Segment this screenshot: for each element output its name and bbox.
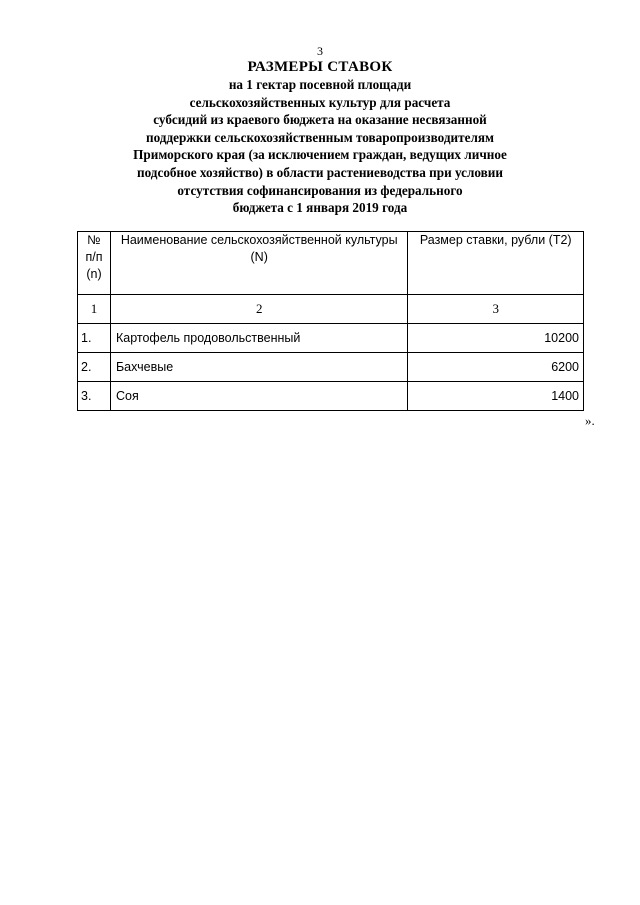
title-line: сельскохозяйственных культур для расчета bbox=[189, 94, 451, 110]
column-index: 1 bbox=[78, 295, 111, 324]
column-index-row bbox=[78, 295, 584, 324]
crop-name: Картофель продовольственный bbox=[110, 324, 407, 353]
title-line: на 1 гектар посевной площади bbox=[228, 77, 412, 92]
rate-value: 1400 bbox=[408, 382, 584, 411]
closing-quote: ». bbox=[585, 413, 595, 428]
title-line: подсобное хозяйство) в области растениеводства при условии bbox=[137, 164, 503, 180]
row-number: 1. bbox=[78, 324, 111, 353]
header-number: № п/п (n) bbox=[78, 232, 111, 295]
header-rate: Размер ставки, рубли (T2) bbox=[408, 232, 584, 295]
title-main: РАЗМЕРЫ СТАВОК bbox=[247, 59, 393, 75]
title-line: Приморского края (за исключением граждан, ведущих личное bbox=[133, 147, 507, 163]
rate-value: 6200 bbox=[408, 353, 584, 382]
column-index: 3 bbox=[408, 295, 584, 324]
page-number: 3 bbox=[317, 44, 323, 58]
table-row bbox=[78, 353, 584, 382]
rate-value: 10200 bbox=[408, 324, 584, 353]
title-line: отсутствия софинансирования из федерального bbox=[177, 182, 463, 198]
rates-table bbox=[77, 231, 584, 411]
header-crop-name: Наименование сельскохозяйственной культуры (N) bbox=[110, 232, 407, 295]
document-title bbox=[60, 58, 580, 217]
table-row bbox=[78, 324, 584, 353]
table-row bbox=[78, 382, 584, 411]
row-number: 2. bbox=[78, 353, 111, 382]
title-line: поддержки сельскохозяйственным товаропроизводителям bbox=[146, 129, 494, 145]
crop-name: Бахчевые bbox=[110, 353, 407, 382]
title-line: субсидий из краевого бюджета на оказание несвязанной bbox=[153, 112, 487, 128]
table-header-row bbox=[78, 232, 584, 295]
row-number: 3. bbox=[78, 382, 111, 411]
crop-name: Соя bbox=[110, 382, 407, 411]
column-index: 2 bbox=[110, 295, 407, 324]
title-line: бюджета с 1 января 2019 года bbox=[232, 200, 408, 216]
